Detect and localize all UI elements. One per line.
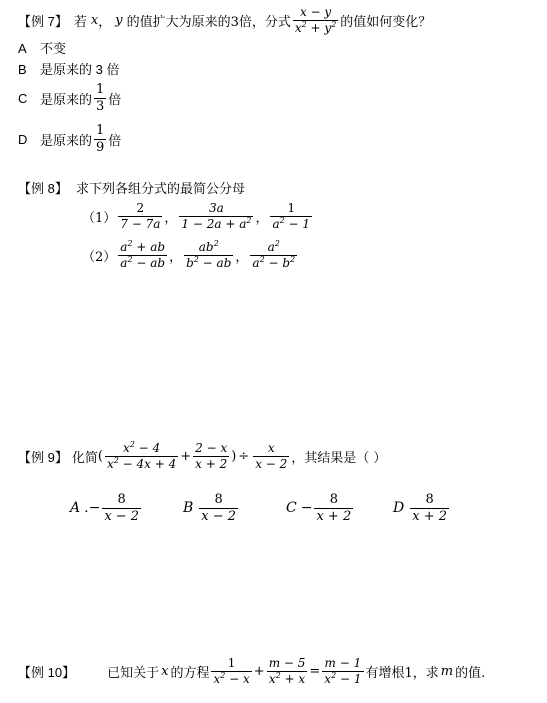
example-9-choice-c[interactable]: C − $\frac{8}{x + 2}$ [286,491,352,524]
example-8-part-2: （2） $\frac{a^2 + ab}{a^2 - ab}$ ， $\frac{ab^2}{b^2 - ab}$ ， $\frac{a^2}{a^2 - b^2}$ [82,238,296,270]
example-10-tag: 【例 10】 [18,664,76,680]
example-9-choice-a[interactable]: A .− $\frac{8}{x - 2}$ [70,491,140,524]
example-7-tag: 【例 7】 [18,13,68,29]
example-10-fraction-2: $\frac{m - 5}{x^2 + x}$ [268,655,306,686]
example-7-option-b: B 是原来的 3 倍 [18,62,120,77]
example-9-choice-b[interactable]: B $\frac{8}{x - 2}$ [183,491,237,524]
example-9-stem: 【例 9】 化简 ( $\frac{x^2 - 4}{x^2 - 4x + 4}$ + $\frac{2 - x}{x + 2}$ ) ÷ $\frac{x}{x - 2}$ ，其结果是（ ） [18,439,387,471]
part2-fraction-2: $\frac{ab^2}{b^2 - ab}$ [186,238,232,270]
example-7-option-a: A 不变 [18,41,67,56]
example-8-tag: 【例 8】 [18,181,68,196]
example-7-stem: 【例 7】 若 x ， y 的值扩大为原来的3倍，分式 $\frac{x - y}{x^2 + y^2}$ 的值如何变化？ [18,4,432,35]
example-9-term-2: $\frac{2 - x}{x + 2}$ [195,440,228,471]
example-10-fraction-3: $\frac{m - 1}{x^2 - 1}$ [324,655,362,686]
example-9-term-1: $\frac{x^2 - 4}{x^2 - 4x + 4}$ [106,439,177,471]
example-10-stem: 【例 10】 已知关于 x 的方程 $\frac{1}{x^2 - x}$ + $\frac{m - 5}{x^2 + x}$ = $\frac{m - 1}{x^2 - 1}$ 有增根1，求 m 的值. [18,655,486,686]
example-9-choice-d[interactable]: D $\frac{8}{x + 2}$ [393,491,447,524]
option-c-fraction: $\frac{1}{3}$ [96,81,105,114]
example-7-fraction: $\frac{x - y}{x^2 + y^2}$ [294,4,337,35]
example-9-tag: 【例 9】 [18,449,68,465]
part2-fraction-1: $\frac{a^2 + ab}{a^2 - ab}$ [120,238,166,270]
option-d-fraction: $\frac{1}{9}$ [96,122,105,155]
example-7-option-d: D 是原来的 $\frac{1}{9}$ 倍 [18,122,122,155]
part1-fraction-2: $\frac{3a}{1 - 2a + a^2}$ [181,200,252,231]
example-10-fraction-1: $\frac{1}{x^2 - x}$ [213,655,250,686]
example-8-stem: 【例 8】 求下列各组分式的最简公分母 [18,181,245,197]
part1-fraction-1: $\frac{2}{7 - 7a}$ [120,200,161,231]
part2-fraction-3: $\frac{a^2}{a^2 - b^2}$ [252,238,296,270]
example-7-option-c: C 是原来的 $\frac{1}{3}$ 倍 [18,81,122,114]
example-8-part-1: （1） $\frac{2}{7 - 7a}$ ， $\frac{3a}{1 - 2a + a^2}$ ， $\frac{1}{a^2 - 1}$ [82,200,311,231]
part1-fraction-3: $\frac{1}{a^2 - 1}$ [272,200,311,231]
example-9-term-3: $\frac{x}{x - 2}$ [255,440,288,471]
